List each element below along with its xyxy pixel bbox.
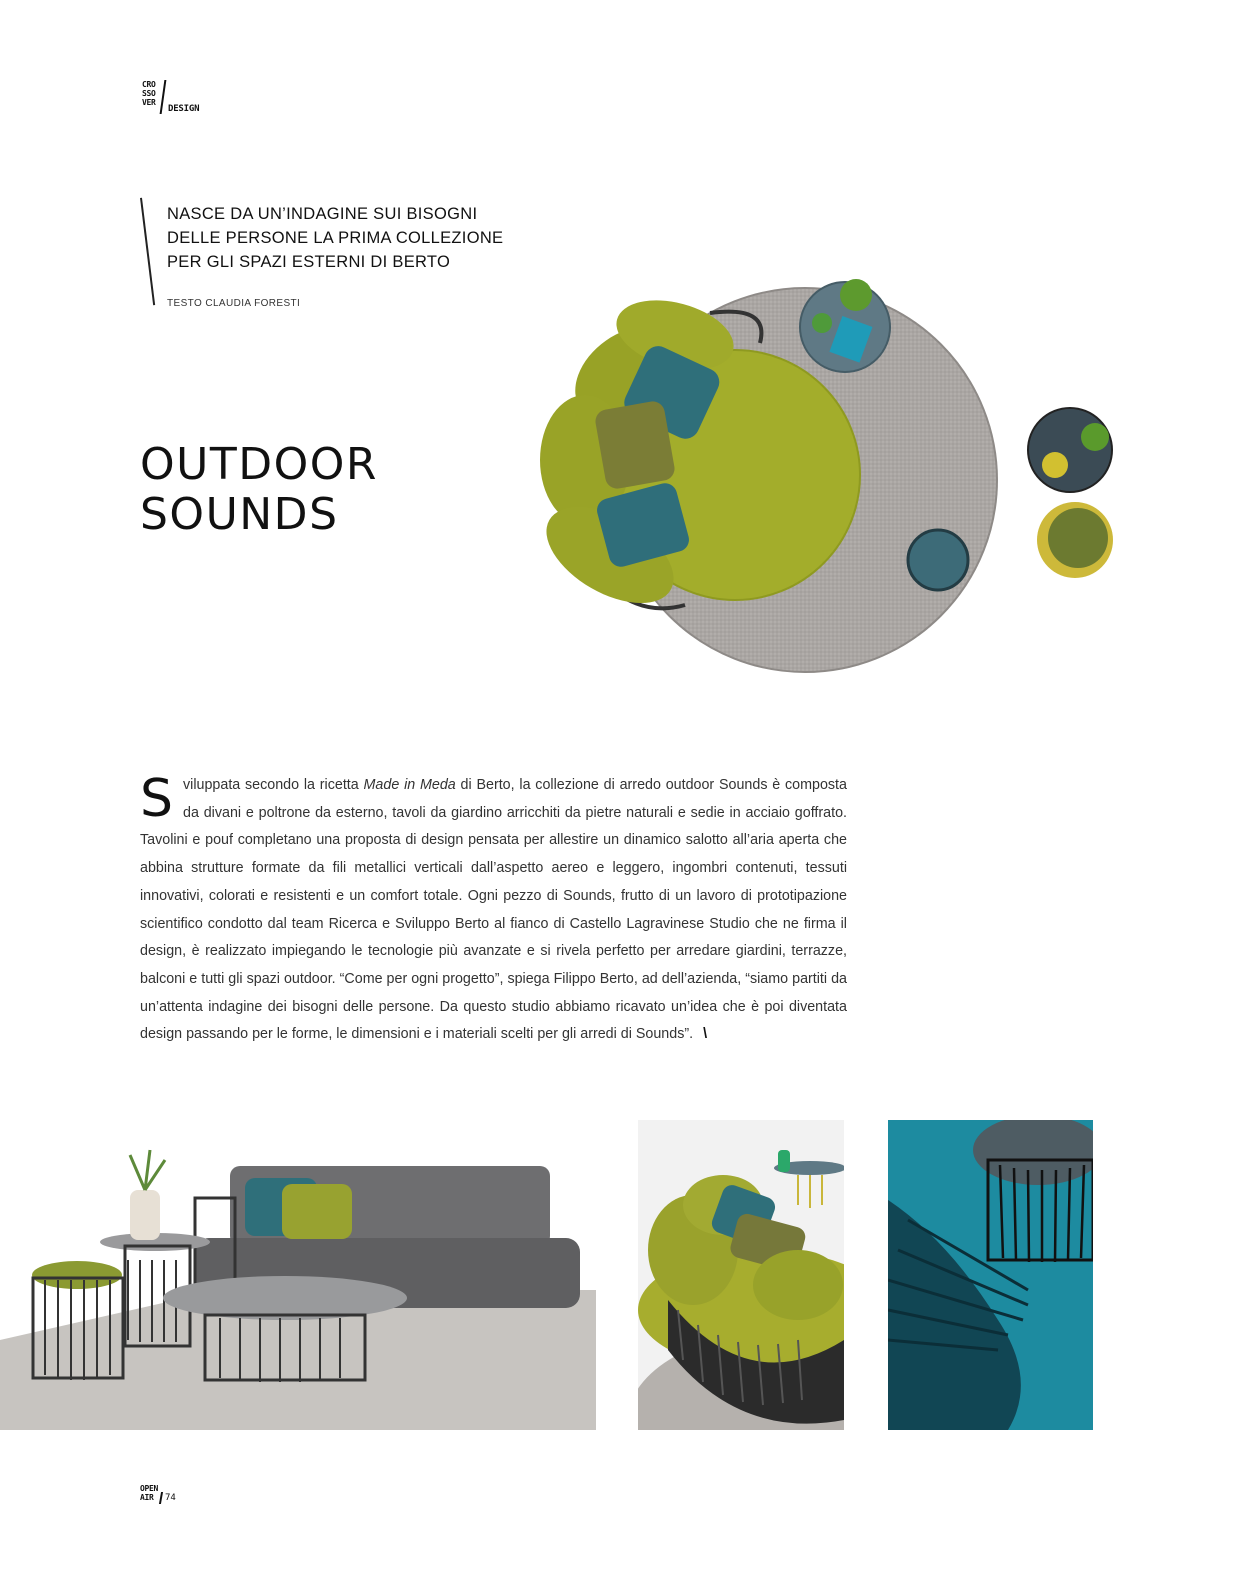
page-footer xyxy=(140,1484,220,1508)
article-body xyxy=(140,769,847,1049)
brand-line: CRO xyxy=(142,80,156,89)
brand-divider xyxy=(160,80,167,114)
intro-line: DELLE PERSONE LA PRIMA COLLEZIONE xyxy=(167,229,504,247)
intro-line: PER GLI SPAZI ESTERNI DI BERTO xyxy=(167,253,451,271)
section-label: DESIGN xyxy=(168,104,200,114)
title-line: OUTDOOR xyxy=(140,439,378,490)
footer-divider xyxy=(159,1492,163,1504)
header-brand xyxy=(142,80,232,118)
page-number: 74 xyxy=(165,1493,176,1503)
drop-cap: S xyxy=(140,769,174,829)
footer-brand-line: OPEN xyxy=(140,1484,159,1493)
intro-line: NASCE DA UN’INDAGINE SUI BISOGNI xyxy=(167,205,478,223)
pouf-shadow-photo xyxy=(888,1120,1093,1430)
hero-photo xyxy=(510,265,1150,715)
brand-line: SSO xyxy=(142,89,156,98)
article-text: di Berto, la collezione di arredo outdoor Sounds è composta da divani e poltrone da esterno, tavoli da giardino arricchiti da pietre naturali e sedie in acciaio goffrato. Tavolini e pouf completano una proposta di design pensata per allestire un dinamico salotto all’aria aperta che abbina strutture formate da fili metallici verticali dall’aspetto aereo e leggero, ingombri contenuti, tessuti innovativi, colorati e resistenti e un comfort totale. Ogni pezzo di Sounds, frutto di un lavoro di prototipazione scientifico condotto dal team Ricerca e Sviluppo Berto al fianco di Castello Lagravinese Studio che ne firma il design, è realizzato impiegando le tecnologie più avanzate e si rivela perfetto per arredare giardini, terrazze, balconi e tutti gli spazi outdoor. “Come per ogni progetto”, spiega Filippo Berto, ad dell’azienda, “siamo partiti da un’attenta indagine dei bisogni delle persone. Da questo studio abbiamo ricavato un’idea che è poi diventata design passando per le forme, le dimensioni e i materiali scelti per gli arredi di Sounds”. xyxy=(140,777,847,1043)
footer-brand-line: AIR xyxy=(140,1493,154,1502)
article-italic: Made in Meda xyxy=(363,777,456,793)
article-text: viluppata secondo la ricetta xyxy=(183,777,364,793)
footer-brand xyxy=(140,1484,158,1502)
brand-line: VER xyxy=(142,98,156,107)
end-mark-icon: \ xyxy=(703,1026,708,1043)
author-credit: TESTO CLAUDIA FORESTI xyxy=(167,298,301,309)
brand-logo xyxy=(142,80,156,107)
sofa-photo xyxy=(0,1120,596,1430)
round-sofa-photo xyxy=(638,1120,844,1430)
title-line: SOUNDS xyxy=(140,489,339,540)
page-title xyxy=(140,440,378,540)
intro-text xyxy=(167,202,537,274)
intro-divider xyxy=(140,198,155,305)
